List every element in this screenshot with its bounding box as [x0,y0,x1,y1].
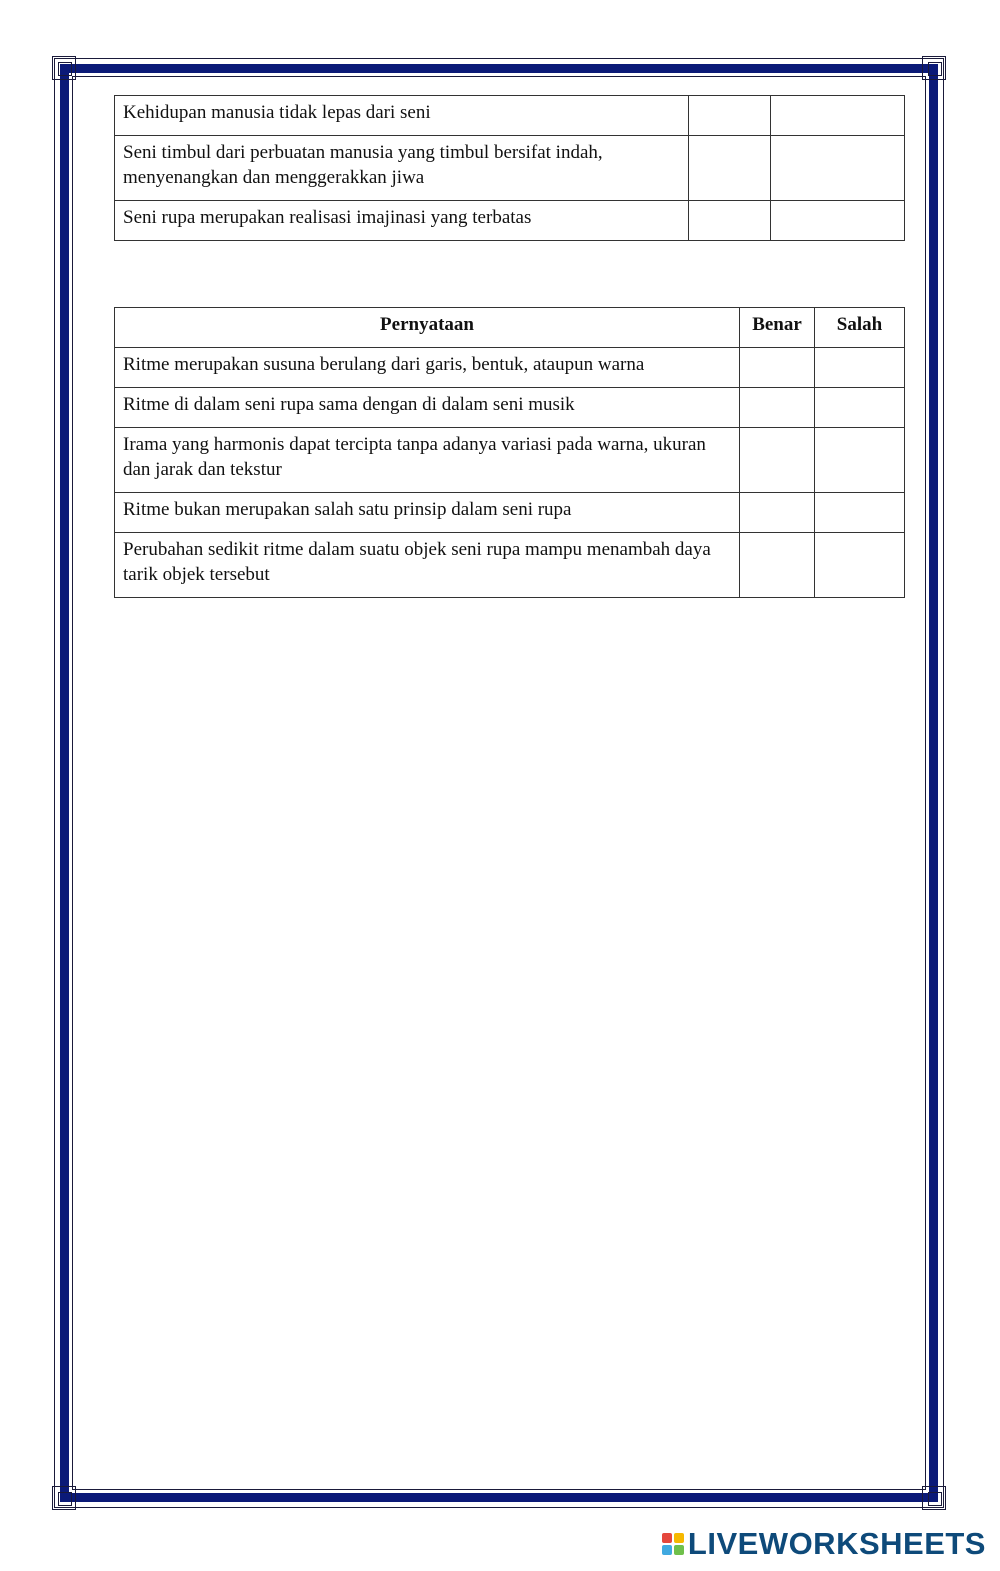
answer-cell-benar[interactable] [740,388,815,428]
table-row [115,493,905,533]
answer-cell-salah[interactable] [815,348,905,388]
border-corner-ornament [922,1486,946,1510]
border-corner-ornament [922,56,946,80]
table-row [115,136,905,201]
table-row [115,201,905,241]
column-header-benar: Benar [740,308,815,348]
statement-table-2 [114,307,905,598]
border-corner-ornament [52,1486,76,1510]
table-row [115,348,905,388]
border-corner-ornament [52,56,76,80]
brand-name: LIVEWORKSHEETS [687,1526,986,1561]
page-border-inner [72,76,926,1490]
column-header-pernyataan: Pernyataan [115,308,740,348]
table-header-row [115,308,905,348]
statement-table-1 [114,95,905,241]
answer-cell-salah[interactable] [815,493,905,533]
answer-cell-benar[interactable] [740,348,815,388]
statement-text: Ritme bukan merupakan salah satu prinsip dalam seni rupa [115,493,740,533]
answer-cell-benar[interactable] [740,533,815,598]
table-row [115,388,905,428]
liveworksheets-brand[interactable] [662,1524,986,1564]
statement-text: Ritme merupakan susuna berulang dari garis, bentuk, ataupun warna [115,348,740,388]
answer-cell-benar[interactable] [689,201,771,241]
answer-cell-salah[interactable] [771,136,905,201]
table-row [115,96,905,136]
statement-text: Ritme di dalam seni rupa sama dengan di dalam seni musik [115,388,740,428]
table-row [115,533,905,598]
answer-cell-benar[interactable] [740,493,815,533]
statement-text: Seni rupa merupakan realisasi imajinasi yang terbatas [115,201,689,241]
statement-text: Irama yang harmonis dapat tercipta tanpa adanya variasi pada warna, ukuran dan jarak dan tekstur [115,428,740,493]
answer-cell-salah[interactable] [815,428,905,493]
answer-cell-salah[interactable] [815,533,905,598]
answer-cell-salah[interactable] [815,388,905,428]
statement-text: Seni timbul dari perbuatan manusia yang timbul bersifat indah, menyenangkan dan menggerakkan jiwa [115,136,689,201]
statement-text: Perubahan sedikit ritme dalam suatu objek seni rupa mampu menambah daya tarik objek tersebut [115,533,740,598]
answer-cell-benar[interactable] [689,96,771,136]
answer-cell-benar[interactable] [740,428,815,493]
liveworksheets-logo-icon [662,1533,684,1555]
column-header-salah: Salah [815,308,905,348]
statement-text: Kehidupan manusia tidak lepas dari seni [115,96,689,136]
answer-cell-benar[interactable] [689,136,771,201]
table-row [115,428,905,493]
answer-cell-salah[interactable] [771,96,905,136]
answer-cell-salah[interactable] [771,201,905,241]
